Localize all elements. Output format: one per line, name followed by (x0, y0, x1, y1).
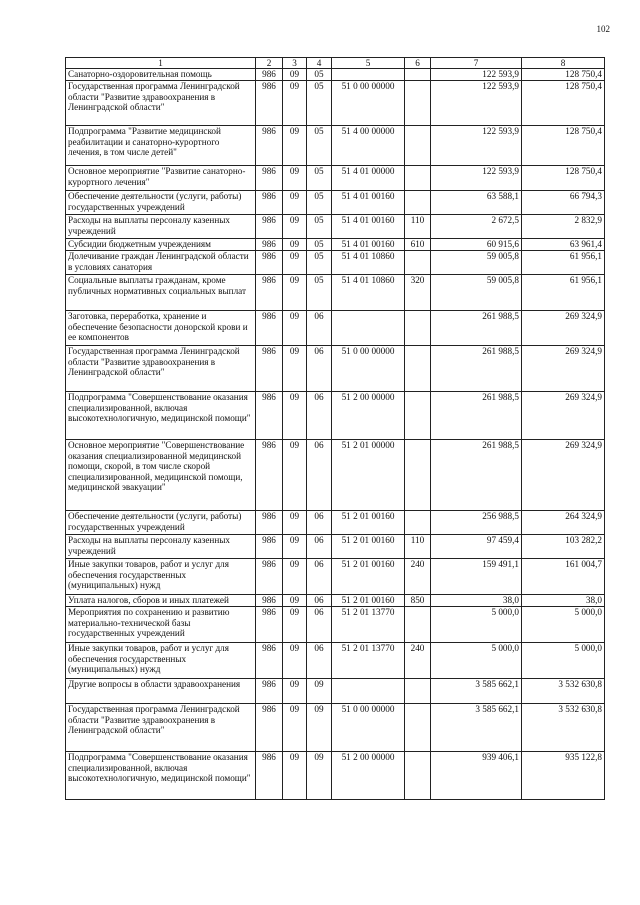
code-subsection-cell: 05 (307, 126, 332, 166)
code-subsection-cell: 06 (307, 392, 332, 440)
target-article-cell: 51 0 00 00000 (332, 346, 405, 392)
amount-year2-cell: 3 532 630,8 (522, 679, 605, 704)
code-section-cell: 09 (283, 215, 307, 239)
row-name-cell: Иные закупки товаров, работ и услуг для обеспечения государственных (муниципальных) нужд (66, 643, 256, 679)
code-subsection-cell: 05 (307, 69, 332, 81)
target-article-cell: 51 2 01 00160 (332, 511, 405, 535)
code-section-cell: 09 (283, 81, 307, 126)
row-name-cell: Государственная программа Ленинградской области "Развитие здравоохранения в Ленинградской области" (66, 704, 256, 752)
code-subsection-cell: 09 (307, 679, 332, 704)
row-name-cell: Подпрограмма "Совершенствование оказания специализированной, включая высокотехнологичную, медицинской помощи" (66, 392, 256, 440)
amount-year2-cell: 5 000,0 (522, 643, 605, 679)
expense-type-cell (405, 752, 431, 800)
amount-year1-cell: 5 000,0 (431, 607, 522, 643)
code-subsection-cell: 05 (307, 251, 332, 275)
amount-year1-cell: 5 000,0 (431, 643, 522, 679)
amount-year1-cell: 60 915,6 (431, 239, 522, 251)
code-admin-cell: 986 (256, 126, 283, 166)
code-section-cell: 09 (283, 595, 307, 607)
code-section-cell: 09 (283, 511, 307, 535)
code-subsection-cell: 06 (307, 643, 332, 679)
expense-type-cell: 320 (405, 275, 431, 311)
expense-type-cell (405, 704, 431, 752)
amount-year2-cell: 103 282,2 (522, 535, 605, 559)
amount-year2-cell: 3 532 630,8 (522, 704, 605, 752)
table-row (66, 239, 605, 251)
row-name-cell: Основное мероприятие "Развитие санаторно-курортного лечения" (66, 166, 256, 191)
row-name-cell: Подпрограмма "Развитие медицинской реабилитации и санаторно-курортного лечения, в том числе детей" (66, 126, 256, 166)
table-row (66, 69, 605, 81)
code-admin-cell: 986 (256, 275, 283, 311)
code-admin-cell: 986 (256, 679, 283, 704)
code-section-cell: 09 (283, 704, 307, 752)
code-section-cell: 09 (283, 607, 307, 643)
expense-type-cell (405, 511, 431, 535)
code-section-cell: 09 (283, 752, 307, 800)
row-name-cell: Иные закупки товаров, работ и услуг для обеспечения государственных (муниципальных) нужд (66, 559, 256, 595)
code-admin-cell: 986 (256, 752, 283, 800)
code-admin-cell: 986 (256, 535, 283, 559)
code-section-cell: 09 (283, 191, 307, 215)
amount-year1-cell: 159 491,1 (431, 559, 522, 595)
expense-type-cell (405, 311, 431, 346)
code-section-cell: 09 (283, 679, 307, 704)
amount-year1-cell: 122 593,9 (431, 166, 522, 191)
amount-year1-cell: 122 593,9 (431, 81, 522, 126)
code-admin-cell: 986 (256, 643, 283, 679)
target-article-cell: 51 2 01 00000 (332, 440, 405, 511)
code-admin-cell: 986 (256, 511, 283, 535)
amount-year2-cell: 269 324,9 (522, 311, 605, 346)
target-article-cell: 51 2 00 00000 (332, 392, 405, 440)
amount-year1-cell: 59 005,8 (431, 275, 522, 311)
code-subsection-cell: 09 (307, 704, 332, 752)
code-subsection-cell: 05 (307, 191, 332, 215)
amount-year2-cell: 38,0 (522, 595, 605, 607)
table-row (66, 679, 605, 704)
expense-type-cell (405, 81, 431, 126)
target-article-cell (332, 311, 405, 346)
expense-type-cell (405, 69, 431, 81)
expense-type-cell: 110 (405, 535, 431, 559)
row-name-cell: Другие вопросы в области здравоохранения (66, 679, 256, 704)
amount-year1-cell: 38,0 (431, 595, 522, 607)
table-row (66, 440, 605, 511)
expense-type-cell: 850 (405, 595, 431, 607)
target-article-cell: 51 4 01 00160 (332, 215, 405, 239)
expense-type-cell (405, 392, 431, 440)
code-section-cell: 09 (283, 251, 307, 275)
code-admin-cell: 986 (256, 166, 283, 191)
header-cell: 1 (66, 58, 256, 69)
expense-type-cell (405, 607, 431, 643)
target-article-cell: 51 2 01 00160 (332, 595, 405, 607)
table-row (66, 752, 605, 800)
table-row (66, 704, 605, 752)
target-article-cell: 51 4 01 00160 (332, 239, 405, 251)
amount-year1-cell: 3 585 662,1 (431, 704, 522, 752)
table-row (66, 535, 605, 559)
code-admin-cell: 986 (256, 81, 283, 126)
target-article-cell: 51 4 00 00000 (332, 126, 405, 166)
amount-year2-cell: 269 324,9 (522, 392, 605, 440)
table-row (66, 392, 605, 440)
expense-type-cell (405, 166, 431, 191)
expense-type-cell (405, 346, 431, 392)
row-name-cell: Подпрограмма "Совершенствование оказания специализированной, включая высокотехнологичную, медицинской помощи" (66, 752, 256, 800)
code-section-cell: 09 (283, 126, 307, 166)
code-subsection-cell: 05 (307, 81, 332, 126)
code-section-cell: 09 (283, 275, 307, 311)
amount-year1-cell: 97 459,4 (431, 535, 522, 559)
amount-year1-cell: 261 988,5 (431, 392, 522, 440)
amount-year2-cell: 935 122,8 (522, 752, 605, 800)
code-subsection-cell: 06 (307, 535, 332, 559)
code-section-cell: 09 (283, 392, 307, 440)
table-row (66, 595, 605, 607)
header-cell: 2 (256, 58, 283, 69)
code-admin-cell: 986 (256, 69, 283, 81)
code-section-cell: 09 (283, 166, 307, 191)
expense-type-cell (405, 251, 431, 275)
code-admin-cell: 986 (256, 559, 283, 595)
code-admin-cell: 986 (256, 607, 283, 643)
table-row (66, 607, 605, 643)
target-article-cell (332, 69, 405, 81)
code-section-cell: 09 (283, 559, 307, 595)
amount-year2-cell: 128 750,4 (522, 166, 605, 191)
code-subsection-cell: 05 (307, 275, 332, 311)
code-section-cell: 09 (283, 440, 307, 511)
table-row (66, 559, 605, 595)
table-row (66, 643, 605, 679)
amount-year1-cell: 261 988,5 (431, 346, 522, 392)
amount-year2-cell: 269 324,9 (522, 440, 605, 511)
row-name-cell: Мероприятия по сохранению и развитию материально-технической базы государственных учреждений (66, 607, 256, 643)
amount-year2-cell: 66 794,3 (522, 191, 605, 215)
target-article-cell: 51 0 00 00000 (332, 704, 405, 752)
header-cell: 3 (283, 58, 307, 69)
target-article-cell: 51 4 01 00160 (332, 191, 405, 215)
table-row (66, 511, 605, 535)
code-admin-cell: 986 (256, 191, 283, 215)
code-section-cell: 09 (283, 239, 307, 251)
code-subsection-cell: 06 (307, 607, 332, 643)
amount-year1-cell: 2 672,5 (431, 215, 522, 239)
header-cell: 7 (431, 58, 522, 69)
row-name-cell: Социальные выплаты гражданам, кроме публичных нормативных социальных выплат (66, 275, 256, 311)
target-article-cell: 51 4 01 00000 (332, 166, 405, 191)
code-subsection-cell: 06 (307, 311, 332, 346)
target-article-cell: 51 2 01 00160 (332, 559, 405, 595)
amount-year1-cell: 122 593,9 (431, 69, 522, 81)
expense-type-cell (405, 440, 431, 511)
code-admin-cell: 986 (256, 704, 283, 752)
table-row (66, 166, 605, 191)
expense-type-cell (405, 191, 431, 215)
table-row (66, 275, 605, 311)
row-name-cell: Субсидии бюджетным учреждениям (66, 239, 256, 251)
target-article-cell: 51 2 01 13770 (332, 607, 405, 643)
row-name-cell: Расходы на выплаты персоналу казенных учреждений (66, 215, 256, 239)
row-name-cell: Государственная программа Ленинградской области "Развитие здравоохранения в Ленинградской области" (66, 81, 256, 126)
code-admin-cell: 986 (256, 251, 283, 275)
target-article-cell (332, 679, 405, 704)
code-admin-cell: 986 (256, 346, 283, 392)
table-row (66, 126, 605, 166)
header-cell: 4 (307, 58, 332, 69)
table-row (66, 311, 605, 346)
expense-type-cell: 240 (405, 559, 431, 595)
row-name-cell: Обеспечение деятельности (услуги, работы) государственных учреждений (66, 511, 256, 535)
table-row (66, 251, 605, 275)
target-article-cell: 51 2 00 00000 (332, 752, 405, 800)
row-name-cell: Основное мероприятие "Совершенствование оказания специализированной медицинской помощи, скорой, в том числе скорой специализированной, медицинской помощи, медицинской эвакуации" (66, 440, 256, 511)
code-admin-cell: 986 (256, 239, 283, 251)
code-admin-cell: 986 (256, 595, 283, 607)
code-subsection-cell: 09 (307, 752, 332, 800)
code-subsection-cell: 05 (307, 166, 332, 191)
target-article-cell: 51 2 01 00160 (332, 535, 405, 559)
code-subsection-cell: 06 (307, 440, 332, 511)
amount-year2-cell: 264 324,9 (522, 511, 605, 535)
amount-year1-cell: 3 585 662,1 (431, 679, 522, 704)
page-number: 102 (596, 24, 610, 34)
target-article-cell: 51 4 01 10860 (332, 251, 405, 275)
code-section-cell: 09 (283, 535, 307, 559)
header-cell: 8 (522, 58, 605, 69)
amount-year2-cell: 5 000,0 (522, 607, 605, 643)
code-admin-cell: 986 (256, 311, 283, 346)
code-subsection-cell: 06 (307, 559, 332, 595)
code-admin-cell: 986 (256, 440, 283, 511)
expense-type-cell: 240 (405, 643, 431, 679)
code-section-cell: 09 (283, 643, 307, 679)
amount-year1-cell: 256 988,5 (431, 511, 522, 535)
header-row (66, 58, 605, 69)
table-row (66, 191, 605, 215)
amount-year2-cell: 161 004,7 (522, 559, 605, 595)
budget-table (65, 57, 605, 800)
table-header (66, 58, 605, 69)
code-section-cell: 09 (283, 69, 307, 81)
code-subsection-cell: 05 (307, 239, 332, 251)
header-cell: 5 (332, 58, 405, 69)
amount-year1-cell: 939 406,1 (431, 752, 522, 800)
code-subsection-cell: 06 (307, 511, 332, 535)
table-row (66, 215, 605, 239)
amount-year2-cell: 128 750,4 (522, 81, 605, 126)
table-row (66, 346, 605, 392)
code-section-cell: 09 (283, 346, 307, 392)
amount-year2-cell: 63 961,4 (522, 239, 605, 251)
row-name-cell: Заготовка, переработка, хранение и обеспечение безопасности донорской крови и ее компонентов (66, 311, 256, 346)
amount-year2-cell: 2 832,9 (522, 215, 605, 239)
row-name-cell: Уплата налогов, сборов и иных платежей (66, 595, 256, 607)
expense-type-cell (405, 126, 431, 166)
target-article-cell: 51 4 01 10860 (332, 275, 405, 311)
row-name-cell: Санаторно-оздоровительная помощь (66, 69, 256, 81)
code-subsection-cell: 05 (307, 215, 332, 239)
expense-type-cell: 110 (405, 215, 431, 239)
target-article-cell: 51 2 01 13770 (332, 643, 405, 679)
header-cell: 6 (405, 58, 431, 69)
code-subsection-cell: 06 (307, 346, 332, 392)
code-admin-cell: 986 (256, 392, 283, 440)
amount-year2-cell: 61 956,1 (522, 275, 605, 311)
amount-year1-cell: 261 988,5 (431, 311, 522, 346)
row-name-cell: Долечивание граждан Ленинградской области в условиях санатория (66, 251, 256, 275)
code-section-cell: 09 (283, 311, 307, 346)
row-name-cell: Расходы на выплаты персоналу казенных учреждений (66, 535, 256, 559)
amount-year2-cell: 269 324,9 (522, 346, 605, 392)
code-admin-cell: 986 (256, 215, 283, 239)
amount-year2-cell: 128 750,4 (522, 126, 605, 166)
amount-year2-cell: 61 956,1 (522, 251, 605, 275)
amount-year1-cell: 59 005,8 (431, 251, 522, 275)
code-subsection-cell: 06 (307, 595, 332, 607)
row-name-cell: Обеспечение деятельности (услуги, работы) государственных учреждений (66, 191, 256, 215)
expense-type-cell: 610 (405, 239, 431, 251)
amount-year1-cell: 63 588,1 (431, 191, 522, 215)
amount-year2-cell: 128 750,4 (522, 69, 605, 81)
table-body (66, 69, 605, 800)
expense-type-cell (405, 679, 431, 704)
row-name-cell: Государственная программа Ленинградской области "Развитие здравоохранения в Ленинградской области" (66, 346, 256, 392)
amount-year1-cell: 261 988,5 (431, 440, 522, 511)
target-article-cell: 51 0 00 00000 (332, 81, 405, 126)
table-row (66, 81, 605, 126)
amount-year1-cell: 122 593,9 (431, 126, 522, 166)
